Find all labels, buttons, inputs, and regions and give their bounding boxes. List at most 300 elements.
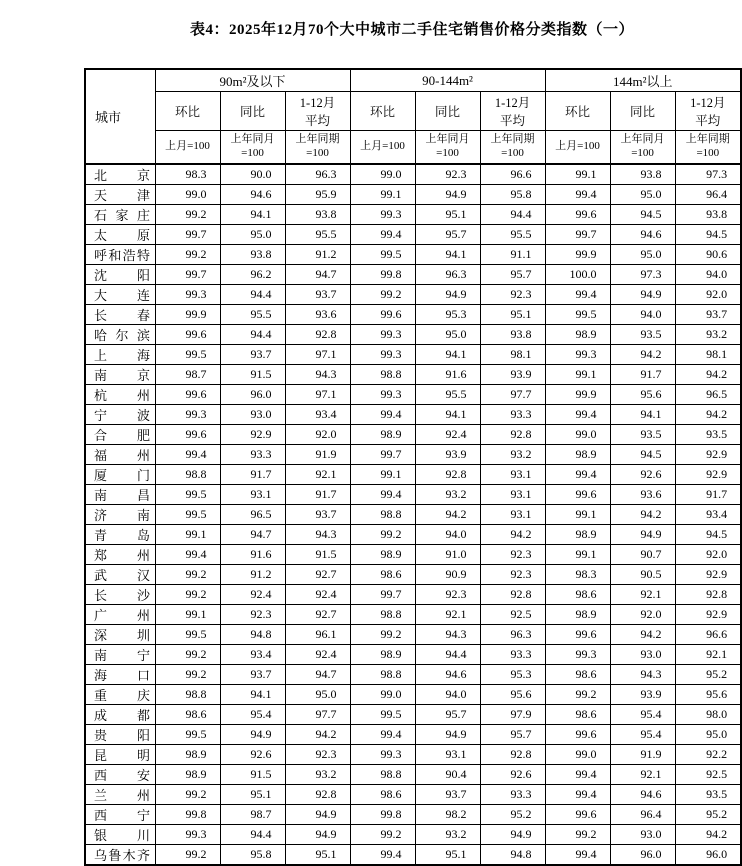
index-value: 97.1 — [285, 384, 350, 404]
index-value: 95.4 — [610, 724, 675, 744]
index-value: 92.3 — [415, 164, 480, 185]
city-name-label: 南京 — [94, 367, 150, 383]
table-row — [85, 704, 741, 724]
index-value: 95.1 — [285, 844, 350, 865]
index-value: 95.7 — [415, 224, 480, 244]
index-value: 93.7 — [285, 504, 350, 524]
index-value: 92.4 — [415, 424, 480, 444]
index-value: 99.1 — [545, 164, 610, 185]
index-value: 99.6 — [545, 204, 610, 224]
index-value: 92.8 — [285, 324, 350, 344]
index-value: 96.3 — [285, 164, 350, 185]
index-value: 91.5 — [285, 544, 350, 564]
index-value: 94.9 — [480, 824, 545, 844]
city-name — [85, 324, 155, 344]
index-value: 92.7 — [285, 564, 350, 584]
index-value: 91.7 — [610, 364, 675, 384]
index-value: 93.6 — [285, 304, 350, 324]
index-value: 99.6 — [545, 484, 610, 504]
index-value: 93.8 — [610, 164, 675, 185]
index-value: 93.7 — [675, 304, 741, 324]
index-value: 94.8 — [220, 624, 285, 644]
city-name — [85, 564, 155, 584]
index-value: 94.4 — [480, 204, 545, 224]
index-value: 99.4 — [155, 444, 220, 464]
table-body — [85, 164, 741, 865]
index-value: 94.1 — [610, 404, 675, 424]
city-name-label: 西安 — [94, 767, 150, 783]
index-value: 93.0 — [610, 824, 675, 844]
index-value: 95.5 — [220, 304, 285, 324]
index-value: 93.7 — [220, 664, 285, 684]
index-value: 99.3 — [545, 644, 610, 664]
index-value: 96.2 — [220, 264, 285, 284]
index-value: 93.1 — [415, 744, 480, 764]
table-row — [85, 224, 741, 244]
city-column-header: 城市 — [85, 69, 155, 164]
city-name-label: 南宁 — [94, 647, 150, 663]
index-value: 95.0 — [285, 684, 350, 704]
col-header-mom-1: 环比 — [155, 92, 220, 131]
city-name — [85, 604, 155, 624]
index-value: 95.4 — [610, 704, 675, 724]
index-value: 99.2 — [155, 204, 220, 224]
index-value: 99.2 — [155, 664, 220, 684]
index-value: 94.2 — [675, 404, 741, 424]
index-value: 92.3 — [220, 604, 285, 624]
city-name — [85, 724, 155, 744]
index-value: 94.4 — [220, 284, 285, 304]
city-name — [85, 364, 155, 384]
index-value: 94.5 — [610, 204, 675, 224]
index-value: 94.7 — [220, 524, 285, 544]
base-header-yoy-1: 上年同月 =100 — [220, 131, 285, 164]
index-value: 94.1 — [415, 244, 480, 264]
index-value: 93.3 — [480, 784, 545, 804]
index-value: 92.3 — [480, 284, 545, 304]
index-value: 99.5 — [155, 484, 220, 504]
index-value: 93.1 — [480, 504, 545, 524]
index-value: 93.7 — [220, 344, 285, 364]
index-value: 98.8 — [350, 664, 415, 684]
index-value: 91.2 — [220, 564, 285, 584]
index-value: 95.2 — [675, 664, 741, 684]
index-value: 99.2 — [350, 284, 415, 304]
base-header-avg-3: 上年同期 =100 — [675, 131, 741, 164]
index-value: 92.3 — [480, 544, 545, 564]
city-name — [85, 184, 155, 204]
index-value: 92.9 — [675, 444, 741, 464]
table-header — [85, 69, 741, 164]
index-value: 99.4 — [545, 464, 610, 484]
index-value: 97.3 — [675, 164, 741, 185]
city-name — [85, 504, 155, 524]
col-header-mom-3: 环比 — [545, 92, 610, 131]
index-value: 96.3 — [415, 264, 480, 284]
index-value: 95.9 — [285, 184, 350, 204]
index-value: 95.8 — [220, 844, 285, 865]
index-value: 92.2 — [675, 744, 741, 764]
table-row — [85, 324, 741, 344]
city-name — [85, 444, 155, 464]
table-row — [85, 204, 741, 224]
base-header-avg-1: 上年同期 =100 — [285, 131, 350, 164]
city-name-label: 沈阳 — [94, 267, 150, 283]
index-value: 93.5 — [610, 424, 675, 444]
index-value: 99.0 — [155, 184, 220, 204]
index-value: 94.2 — [610, 504, 675, 524]
city-name-label: 贵阳 — [94, 727, 150, 743]
index-value: 99.2 — [155, 244, 220, 264]
index-value: 94.5 — [610, 444, 675, 464]
col-header-avg-1: 1-12月 平均 — [285, 92, 350, 131]
index-value: 99.2 — [155, 784, 220, 804]
base-header-mom-1: 上月=100 — [155, 131, 220, 164]
index-value: 98.2 — [415, 804, 480, 824]
index-value: 94.9 — [285, 804, 350, 824]
index-value: 99.4 — [350, 844, 415, 865]
city-name-label: 哈尔滨 — [94, 327, 150, 343]
city-name-label: 北京 — [94, 167, 150, 183]
index-value: 96.5 — [220, 504, 285, 524]
city-name — [85, 804, 155, 824]
index-value: 99.6 — [350, 304, 415, 324]
index-value: 93.4 — [220, 644, 285, 664]
index-value: 95.0 — [610, 184, 675, 204]
index-value: 92.8 — [415, 464, 480, 484]
index-value: 92.9 — [675, 464, 741, 484]
city-name-label: 长春 — [94, 307, 150, 323]
city-name — [85, 824, 155, 844]
city-name — [85, 424, 155, 444]
table-row — [85, 244, 741, 264]
index-value: 98.7 — [155, 364, 220, 384]
col-header-yoy-2: 同比 — [415, 92, 480, 131]
index-value: 93.7 — [415, 784, 480, 804]
index-value: 95.0 — [610, 244, 675, 264]
index-value: 92.4 — [285, 584, 350, 604]
index-value: 96.4 — [675, 184, 741, 204]
index-value: 99.3 — [155, 824, 220, 844]
city-name-label: 武汉 — [94, 567, 150, 583]
index-value: 91.5 — [220, 364, 285, 384]
index-value: 92.8 — [480, 424, 545, 444]
table-row — [85, 784, 741, 804]
index-value: 98.7 — [220, 804, 285, 824]
index-value: 97.3 — [610, 264, 675, 284]
base-header-mom-3: 上月=100 — [545, 131, 610, 164]
index-value: 95.7 — [480, 264, 545, 284]
index-value: 96.6 — [480, 164, 545, 185]
index-value: 94.1 — [415, 404, 480, 424]
city-name-label: 深圳 — [94, 627, 150, 643]
index-value: 92.5 — [675, 764, 741, 784]
index-value: 90.0 — [220, 164, 285, 185]
index-value: 94.3 — [610, 664, 675, 684]
index-value: 99.1 — [155, 524, 220, 544]
col-header-avg-2: 1-12月 平均 — [480, 92, 545, 131]
index-value: 97.1 — [285, 344, 350, 364]
index-value: 94.7 — [285, 664, 350, 684]
index-value: 99.5 — [155, 344, 220, 364]
index-value: 95.8 — [480, 184, 545, 204]
index-value: 99.1 — [545, 544, 610, 564]
index-value: 93.9 — [415, 444, 480, 464]
index-value: 94.9 — [220, 724, 285, 744]
table-row — [85, 564, 741, 584]
price-index-table — [84, 68, 742, 866]
city-name — [85, 164, 155, 185]
index-value: 99.9 — [155, 304, 220, 324]
city-name-label: 合肥 — [94, 427, 150, 443]
city-name — [85, 684, 155, 704]
index-value: 99.9 — [545, 384, 610, 404]
index-value: 92.6 — [220, 744, 285, 764]
index-value: 92.4 — [285, 644, 350, 664]
index-value: 92.1 — [610, 584, 675, 604]
index-value: 91.9 — [610, 744, 675, 764]
city-name — [85, 384, 155, 404]
index-value: 93.5 — [610, 324, 675, 344]
index-value: 93.8 — [285, 204, 350, 224]
index-value: 94.6 — [415, 664, 480, 684]
index-value: 94.5 — [675, 224, 741, 244]
index-value: 95.0 — [415, 324, 480, 344]
index-value: 99.4 — [545, 784, 610, 804]
city-name — [85, 524, 155, 544]
index-value: 93.1 — [480, 484, 545, 504]
index-value: 98.9 — [350, 424, 415, 444]
index-value: 99.4 — [545, 404, 610, 424]
index-value: 99.1 — [350, 464, 415, 484]
index-value: 96.6 — [675, 624, 741, 644]
index-value: 98.9 — [545, 324, 610, 344]
index-value: 94.3 — [415, 624, 480, 644]
index-value: 99.1 — [545, 364, 610, 384]
index-value: 91.2 — [285, 244, 350, 264]
table-row — [85, 844, 741, 865]
city-name — [85, 764, 155, 784]
table-row — [85, 824, 741, 844]
index-value: 95.5 — [480, 224, 545, 244]
index-value: 98.6 — [155, 704, 220, 724]
index-value: 94.4 — [220, 824, 285, 844]
index-value: 99.8 — [350, 804, 415, 824]
index-value: 99.4 — [350, 484, 415, 504]
index-value: 95.6 — [610, 384, 675, 404]
city-name-label: 大连 — [94, 287, 150, 303]
index-value: 98.9 — [155, 764, 220, 784]
index-value: 92.7 — [285, 604, 350, 624]
group-header-144-above: 144m²以上 — [545, 69, 741, 92]
index-value: 99.4 — [350, 224, 415, 244]
index-value: 92.6 — [610, 464, 675, 484]
col-header-yoy-3: 同比 — [610, 92, 675, 131]
city-name-label: 银川 — [94, 827, 150, 843]
index-value: 92.0 — [675, 544, 741, 564]
index-value: 90.7 — [610, 544, 675, 564]
city-name — [85, 244, 155, 264]
index-value: 94.9 — [415, 724, 480, 744]
city-name — [85, 344, 155, 364]
index-value: 99.7 — [155, 224, 220, 244]
index-value: 98.6 — [545, 704, 610, 724]
index-value: 94.7 — [285, 264, 350, 284]
table-row — [85, 364, 741, 384]
table-row — [85, 584, 741, 604]
index-value: 95.0 — [675, 724, 741, 744]
index-value: 94.2 — [415, 504, 480, 524]
index-value: 93.1 — [480, 464, 545, 484]
table-row — [85, 544, 741, 564]
index-value: 98.9 — [545, 524, 610, 544]
index-value: 99.3 — [350, 324, 415, 344]
city-name — [85, 464, 155, 484]
index-value: 98.1 — [675, 344, 741, 364]
page-title: 表4：2025年12月70个大中城市二手住宅销售价格分类指数（一） — [189, 22, 634, 38]
index-value: 93.9 — [610, 684, 675, 704]
index-value: 97.7 — [480, 384, 545, 404]
table-row — [85, 264, 741, 284]
index-value: 93.0 — [610, 644, 675, 664]
index-value: 92.1 — [415, 604, 480, 624]
table-row — [85, 464, 741, 484]
index-value: 94.9 — [415, 184, 480, 204]
index-value: 99.7 — [545, 224, 610, 244]
index-value: 93.7 — [285, 284, 350, 304]
index-value: 91.7 — [675, 484, 741, 504]
index-value: 96.1 — [285, 624, 350, 644]
index-value: 98.8 — [155, 464, 220, 484]
index-value: 92.8 — [480, 584, 545, 604]
index-value: 95.5 — [415, 384, 480, 404]
index-value: 99.3 — [155, 404, 220, 424]
city-name — [85, 284, 155, 304]
index-value: 93.2 — [675, 324, 741, 344]
index-value: 92.9 — [220, 424, 285, 444]
city-name-label: 西宁 — [94, 807, 150, 823]
index-value: 94.6 — [610, 224, 675, 244]
index-value: 99.3 — [350, 204, 415, 224]
index-value: 99.2 — [350, 524, 415, 544]
index-value: 99.2 — [350, 624, 415, 644]
index-value: 90.4 — [415, 764, 480, 784]
index-value: 99.4 — [545, 184, 610, 204]
city-name — [85, 484, 155, 504]
index-value: 94.9 — [610, 284, 675, 304]
index-value: 98.1 — [480, 344, 545, 364]
index-value: 93.1 — [220, 484, 285, 504]
index-value: 92.1 — [675, 644, 741, 664]
index-value: 92.8 — [285, 784, 350, 804]
index-value: 95.1 — [480, 304, 545, 324]
index-value: 99.5 — [155, 504, 220, 524]
city-name-label: 呼和浩特 — [94, 247, 150, 263]
table-row — [85, 444, 741, 464]
table-row — [85, 284, 741, 304]
index-value: 98.9 — [545, 444, 610, 464]
index-value: 99.2 — [545, 684, 610, 704]
index-value: 90.6 — [675, 244, 741, 264]
index-value: 99.7 — [155, 264, 220, 284]
city-name-label: 厦门 — [94, 467, 150, 483]
kind-header-row — [85, 92, 741, 131]
index-value: 94.2 — [610, 624, 675, 644]
city-name — [85, 264, 155, 284]
index-value: 99.0 — [545, 424, 610, 444]
index-value: 93.4 — [675, 504, 741, 524]
city-name — [85, 204, 155, 224]
index-value: 94.6 — [220, 184, 285, 204]
index-value: 94.9 — [610, 524, 675, 544]
index-value: 94.9 — [285, 824, 350, 844]
index-value: 96.4 — [610, 804, 675, 824]
index-value: 96.0 — [675, 844, 741, 865]
table-row — [85, 524, 741, 544]
index-value: 93.2 — [415, 484, 480, 504]
index-value: 95.2 — [480, 804, 545, 824]
city-name-label: 天津 — [94, 187, 150, 203]
index-value: 95.0 — [220, 224, 285, 244]
city-name-label: 郑州 — [94, 547, 150, 563]
group-header-90-144: 90-144m² — [350, 69, 545, 92]
index-value: 99.2 — [155, 564, 220, 584]
index-value: 98.0 — [675, 704, 741, 724]
index-value: 94.8 — [480, 844, 545, 865]
table-row — [85, 304, 741, 324]
index-value: 92.0 — [675, 284, 741, 304]
index-value: 95.1 — [220, 784, 285, 804]
index-value: 98.8 — [350, 504, 415, 524]
group-header-row — [85, 69, 741, 92]
index-value: 94.4 — [220, 324, 285, 344]
city-name-label: 宁波 — [94, 407, 150, 423]
index-value: 92.6 — [480, 764, 545, 784]
index-value: 91.1 — [480, 244, 545, 264]
base-header-yoy-2: 上年同月 =100 — [415, 131, 480, 164]
index-value: 94.9 — [415, 284, 480, 304]
index-value: 99.3 — [350, 344, 415, 364]
index-value: 95.7 — [415, 704, 480, 724]
index-value: 99.6 — [545, 624, 610, 644]
index-value: 94.2 — [675, 824, 741, 844]
city-name-label: 兰州 — [94, 787, 150, 803]
index-value: 99.5 — [155, 624, 220, 644]
city-name-label: 上海 — [94, 347, 150, 363]
index-value: 99.3 — [545, 344, 610, 364]
table-row — [85, 644, 741, 664]
index-value: 98.8 — [350, 764, 415, 784]
city-name-label: 广州 — [94, 607, 150, 623]
index-value: 96.3 — [480, 624, 545, 644]
index-value: 93.4 — [285, 404, 350, 424]
table-row — [85, 184, 741, 204]
index-value: 99.6 — [545, 804, 610, 824]
base-header-avg-2: 上年同期 =100 — [480, 131, 545, 164]
index-value: 96.0 — [220, 384, 285, 404]
index-value: 99.9 — [545, 244, 610, 264]
index-value: 94.1 — [415, 344, 480, 364]
index-value: 98.9 — [545, 604, 610, 624]
index-value: 93.5 — [675, 424, 741, 444]
table-row — [85, 424, 741, 444]
index-value: 93.6 — [610, 484, 675, 504]
index-value: 93.3 — [480, 404, 545, 424]
index-value: 99.4 — [350, 724, 415, 744]
index-value: 94.0 — [675, 264, 741, 284]
city-name-label: 成都 — [94, 707, 150, 723]
table-row — [85, 404, 741, 424]
